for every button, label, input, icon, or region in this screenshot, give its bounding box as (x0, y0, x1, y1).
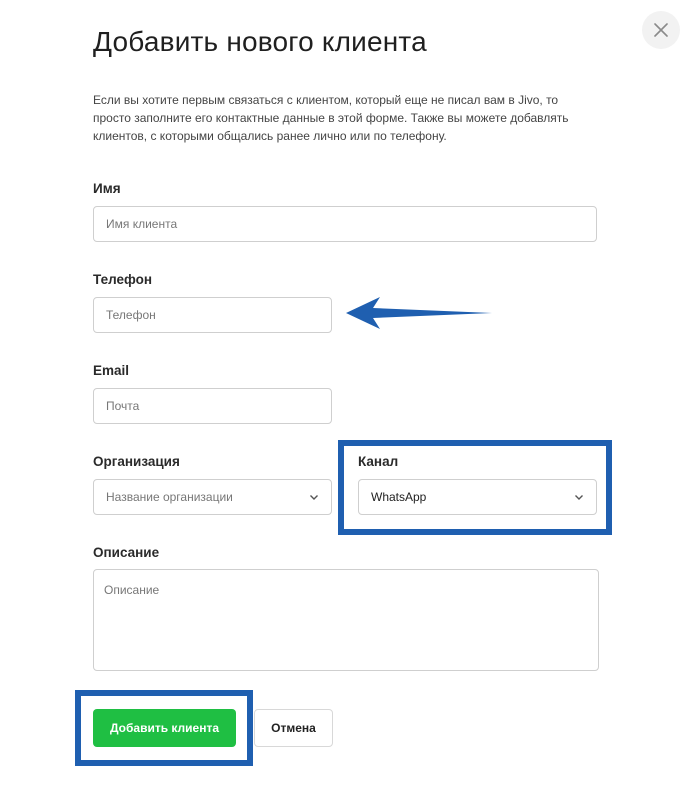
organization-label: Организация (93, 454, 180, 469)
chevron-down-icon (574, 492, 584, 502)
arrow-left-icon (342, 293, 494, 333)
organization-placeholder: Название организации (106, 490, 233, 504)
channel-select[interactable] (358, 479, 597, 515)
dialog-title: Добавить нового клиента (93, 26, 427, 57)
email-label: Email (93, 363, 130, 378)
organization-select[interactable] (93, 479, 332, 515)
email-input[interactable] (93, 388, 332, 424)
description-label: Описание (93, 545, 160, 560)
chevron-down-icon (309, 492, 319, 502)
email-placeholder: Почта (106, 399, 140, 413)
phone-placeholder: Телефон (106, 308, 156, 322)
channel-value: WhatsApp (371, 490, 427, 504)
phone-label: Телефон (93, 272, 153, 287)
channel-label: Канал (358, 454, 399, 469)
close-button[interactable] (642, 11, 680, 49)
dialog-intro: Если вы хотите первым связаться с клиентом, который еще не писал вам в Jivo, то просто заполните его контактные данные в этой форме. Также вы можете добавлять клиентов, с которыми общались ранее лично или по телефону. (93, 93, 569, 143)
description-placeholder: Описание (104, 583, 160, 597)
name-input[interactable] (93, 206, 597, 242)
close-icon (654, 23, 668, 37)
description-textarea[interactable] (93, 569, 599, 671)
name-label: Имя (93, 181, 121, 196)
name-placeholder: Имя клиента (106, 217, 178, 231)
cancel-button[interactable]: Отмена (254, 709, 333, 747)
add-client-button[interactable]: Добавить клиента (93, 709, 236, 747)
phone-input[interactable] (93, 297, 332, 333)
